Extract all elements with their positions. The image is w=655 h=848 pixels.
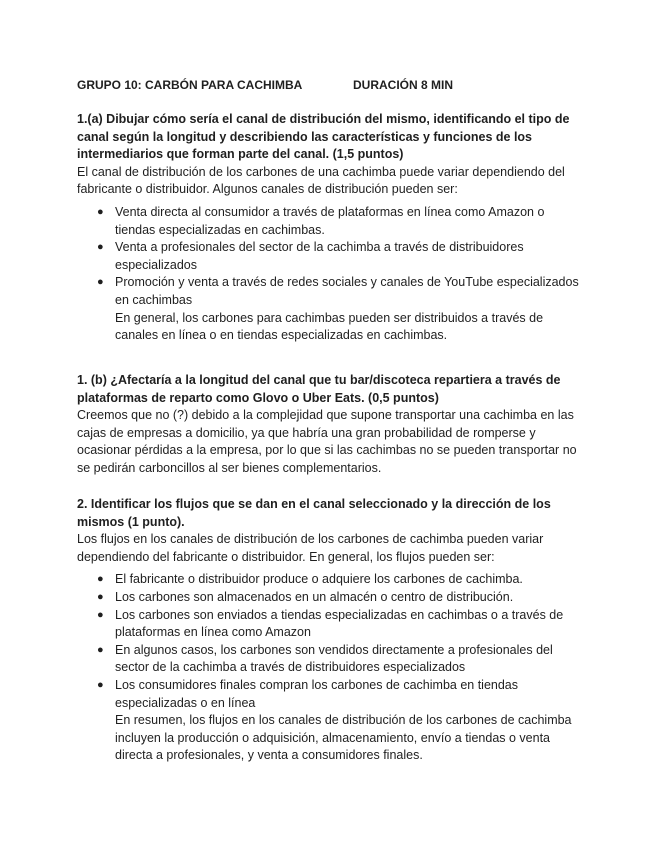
section-2-conclusion: En resumen, los flujos en los canales de distribución de los carbones de cachimba incluyen la producción o adquisición, almacenamiento, envío a tiendas o venta directa a profesionales, y venta a consumidores finales. xyxy=(115,713,572,763)
question-2: 2. Identificar los flujos que se dan en el canal seleccionado y la dirección de los mismos (1 punto). xyxy=(77,497,551,529)
bullet-icon: ● xyxy=(97,573,104,586)
section-1b xyxy=(77,372,582,478)
bullet-icon: ● xyxy=(97,205,104,218)
bullet-icon: ● xyxy=(97,276,104,289)
list-item: ● En algunos casos, los carbones son vendidos directamente a profesionales del sector de la cachimba a través de distribuidores especializados xyxy=(97,642,553,675)
question-1b: 1. (b) ¿Afectaría a la longitud del canal que tu bar/discoteca repartiera a través de plataformas de reparto como Glovo o Uber Eats. (0,5 puntos) xyxy=(77,373,561,405)
list-item: ● Los carbones son almacenados en un almacén o centro de distribución. xyxy=(77,589,582,607)
bullet-icon: ● xyxy=(97,241,104,254)
section-2 xyxy=(77,496,582,765)
list-item: ● Venta a profesionales del sector de la cachimba a través de distribuidores especializados xyxy=(97,240,524,272)
document-title: GRUPO 10: CARBÓN PARA CACHIMBA xyxy=(77,78,303,92)
section-1a-list xyxy=(77,204,582,310)
section-1a-intro: El canal de distribución de los carbones de una cachimba puede variar dependiendo del fabricante o distribuidor. Algunos canales de distribución pueden ser: xyxy=(77,164,565,197)
section-1a xyxy=(77,111,582,345)
section-2-list xyxy=(77,571,582,712)
list-item: ● Los consumidores finales compran los carbones de cachimba en tiendas especializadas o en línea xyxy=(97,677,519,710)
bullet-icon: ● xyxy=(97,643,104,656)
question-1a: 1.(a) Dibujar cómo sería el canal de distribución del mismo, identificando el tipo de canal según la longitud y describiendo las características y funciones de los intermediarios que forman parte del canal. (1,5 puntos) xyxy=(77,112,570,162)
bullet-icon: ● xyxy=(97,678,104,691)
section-1a-conclusion: En general, los carbones para cachimbas pueden ser distribuidos a través de canales en línea o en tiendas especializadas en cachimbas. xyxy=(115,310,544,343)
list-item: ● El fabricante o distribuidor produce o adquiere los carbones de cachimba. xyxy=(77,571,582,589)
bullet-icon: ● xyxy=(97,590,104,603)
section-1b-answer: Creemos que no (?) debido a la complejidad que supone transportar una cachimba en las cajas de empresas a domicilio, ya que habría una gran probabilidad de romperse y ocasionar pérdidas a la empresa, por lo que si las cachimbas no se pueden transportar no se pedirán carboncillos al ser bienes complementarios. xyxy=(77,408,577,475)
list-item: ● Promoción y venta a través de redes sociales y canales de YouTube especializados en cachimbas xyxy=(97,275,579,307)
bullet-icon: ● xyxy=(97,608,104,621)
section-2-intro: Los flujos en los canales de distribución de los carbones de cachimba pueden variar dependiendo del fabricante o distribuidor. En general, los flujos pueden ser: xyxy=(77,532,544,564)
duration-label: DURACIÓN 8 MIN xyxy=(353,78,454,92)
list-item: ● Los carbones son enviados a tiendas especializadas en cachimbas o a través de plataformas en línea como Amazon xyxy=(97,607,564,640)
list-item: ● Venta directa al consumidor a través de plataformas en línea como Amazon o tiendas especializadas en cachimbas. xyxy=(97,204,545,237)
document-header xyxy=(77,77,454,93)
